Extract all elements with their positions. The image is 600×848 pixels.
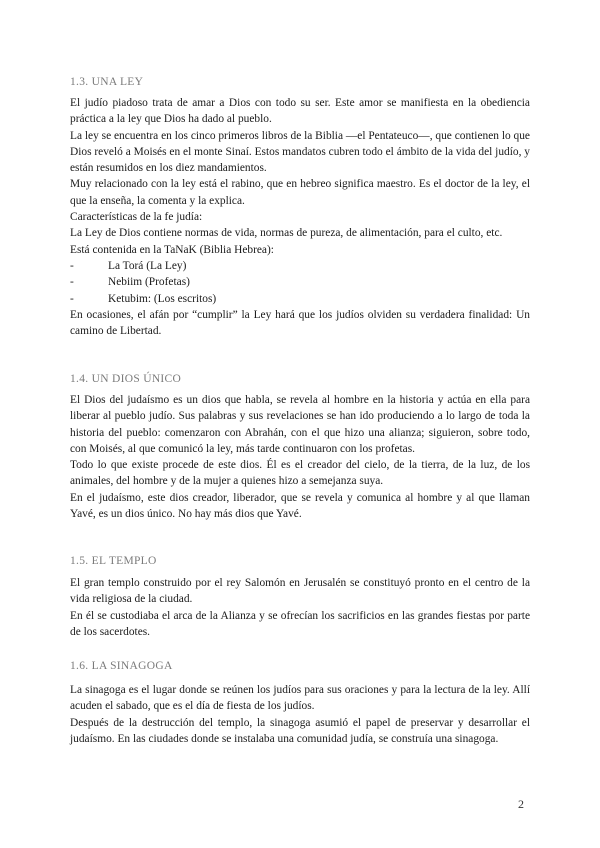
paragraph: Todo lo que existe procede de este dios. Él es el creador del cielo, de la tierra, de la luz, de los animales, del hombre y de la mujer a quienes hizo a semejanza suya. xyxy=(70,459,530,488)
list-item: - Ketubim: (Los escritos) xyxy=(70,292,217,305)
paragraph: El Dios del judaísmo es un dios que habla, se revela al hombre en la historia y actúa en ella para liberar al pueblo judío. Sus palabras y sus revelaciones se han ido produciendo a lo largo de toda la historia del pueblo: comenzaron con Abrahán, con el que hizo una alianza; siguieron, sobre todo, con Moisés, al que comunicó la ley, más tarde continuaron con los profetas. xyxy=(70,394,530,455)
paragraph: La ley se encuentra en los cinco primeros libros de la Biblia —el Pentateuco—, que contienen lo que Dios reveló a Moisés en el monte Sinaí. Estos mandatos cubren todo el ámbito de la vida del judío, y están resumidos en los diez mandamientos. xyxy=(70,129,530,175)
paragraph: El gran templo construido por el rey Salomón en Jerusalén se constituyó pronto en el centro de la vida religiosa de la ciudad. xyxy=(70,577,530,606)
paragraph: En el judaísmo, este dios creador, liberador, que se revela y comunica al hombre y al que llaman Yavé, es un dios único. No hay más dios que Yavé. xyxy=(70,491,530,521)
section-heading-el-templo: 1.5. EL TEMPLO xyxy=(70,555,157,567)
section-heading-la-sinagoga: 1.6. LA SINAGOGA xyxy=(70,660,173,672)
list-item: - Nebiim (Profetas) xyxy=(70,276,190,289)
page-number: 2 xyxy=(518,797,524,811)
paragraph: Características de la fe judía: xyxy=(70,211,203,224)
list-item: - La Torá (La Ley) xyxy=(70,259,187,272)
section-body-el-templo xyxy=(70,575,530,640)
paragraph: Está contenida en la TaNaK (Biblia Hebrea): xyxy=(70,243,274,256)
section-body-una-ley xyxy=(70,95,530,339)
paragraph: En ocasiones, el afán por “cumplir” la Ley hará que los judíos olviden su verdadera finalidad: Un camino de Libertad. xyxy=(70,308,530,338)
paragraph: En él se custodiaba el arca de la Alianza y se ofrecían los sacrificios en las grandes fiestas por parte de los sacerdotes. xyxy=(70,609,530,638)
paragraph: Después de la destrucción del templo, la sinagoga asumió el papel de preservar y desarrollar el judaísmo. En las ciudades donde se instalaba una comunidad judía, se construía una sinagoga. xyxy=(70,716,530,745)
paragraph: El judío piadoso trata de amar a Dios con todo su ser. Este amor se manifiesta en la obediencia práctica a la ley que Dios ha dado al pueblo. xyxy=(70,97,530,126)
section-body-la-sinagoga xyxy=(70,682,530,747)
section-heading-un-dios-unico: 1.4. UN DIOS ÚNICO xyxy=(70,373,182,385)
section-body-un-dios-unico xyxy=(70,392,530,522)
paragraph: La sinagoga es el lugar donde se reúnen los judíos para sus oraciones y para la lectura de la ley. Allí acuden el sabado, que es el día de fiesta de los judíos. xyxy=(70,684,530,713)
paragraph: La Ley de Dios contiene normas de vida, normas de pureza, de alimentación, para el culto, etc. xyxy=(70,227,503,240)
tanak-list xyxy=(70,258,530,307)
paragraph: Muy relacionado con la ley está el rabino, que en hebreo significa maestro. Es el doctor de la ley, el que la enseña, la comenta y la explica. xyxy=(70,178,530,207)
section-heading-una-ley: 1.3. UNA LEY xyxy=(70,76,144,88)
